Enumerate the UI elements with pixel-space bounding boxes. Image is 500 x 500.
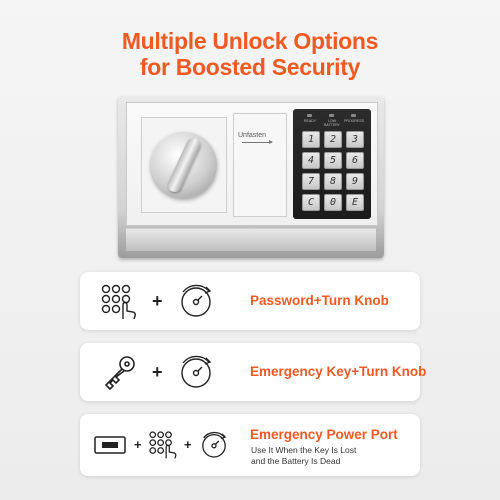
option-label: Emergency Key+Turn Knob	[250, 364, 427, 379]
keypad-grid	[302, 131, 364, 211]
knob-plate	[141, 117, 227, 213]
led-progress	[351, 114, 356, 117]
unfasten-panel	[233, 113, 287, 217]
keypad-icon	[148, 430, 178, 460]
keypad-key: 5	[324, 152, 342, 169]
option-sub-line-1: Use It When the Key Is Lost	[251, 445, 357, 455]
plus-sign: +	[152, 362, 163, 382]
arrow-right-icon	[242, 142, 272, 143]
option-card-power-port	[80, 414, 420, 476]
safe-base	[126, 228, 376, 251]
keypad-key: C	[302, 194, 320, 211]
knob-handle	[165, 136, 202, 194]
keypad-key: 9	[346, 173, 364, 190]
option-card-password	[80, 272, 420, 330]
headline-line-1: Multiple Unlock Options	[121, 28, 379, 54]
keypad-key: 4	[302, 152, 320, 169]
option-label: Password+Turn Knob	[250, 293, 389, 308]
led-ready	[307, 114, 312, 117]
keypad-key: 0	[324, 194, 342, 211]
indicator-label: PROGRESS	[344, 119, 364, 123]
option-label: Emergency Power Port	[250, 427, 398, 442]
option-card-key	[80, 343, 427, 401]
keypad-key: 2	[324, 131, 342, 148]
turn-knob-icon	[176, 281, 216, 321]
turn-knob	[151, 132, 217, 198]
keypad-key: 1	[302, 131, 320, 148]
keypad-icon	[100, 283, 138, 321]
plus-sign: +	[184, 437, 192, 452]
turn-knob-icon	[176, 352, 216, 392]
safe-front-panel	[118, 96, 384, 258]
plus-sign: +	[152, 291, 163, 311]
keypad-key: E	[346, 194, 364, 211]
safe-keypad	[293, 109, 371, 219]
key-icon	[102, 354, 138, 390]
turn-knob-icon	[198, 429, 230, 461]
led-low-battery	[329, 114, 334, 117]
plus-sign: +	[134, 437, 142, 452]
headline-line-2: for Boosted Security	[139, 54, 361, 80]
usb-port-icon	[94, 436, 126, 454]
indicator-label: READY	[303, 119, 317, 123]
keypad-key: 6	[346, 152, 364, 169]
keypad-key: 8	[324, 173, 342, 190]
keypad-key: 7	[302, 173, 320, 190]
indicator-leds	[301, 114, 363, 128]
indicator-label: LOW BATTERY	[324, 119, 340, 127]
safe-face	[126, 102, 378, 226]
option-sub-line-2: and the Battery Is Dead	[251, 456, 341, 466]
unfasten-label: Unfasten	[238, 132, 267, 139]
keypad-key: 3	[346, 131, 364, 148]
